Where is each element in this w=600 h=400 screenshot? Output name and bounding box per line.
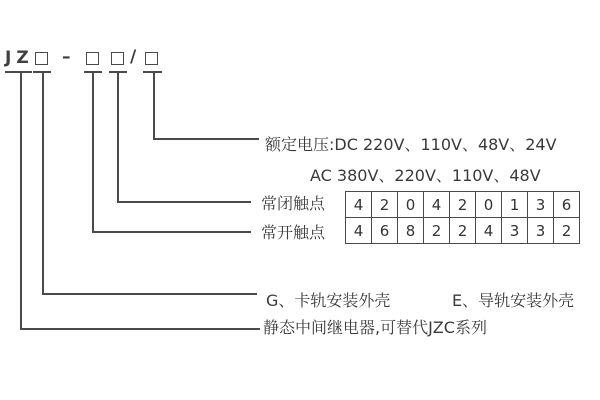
housing-e-label: E、导轨安装外壳 bbox=[452, 291, 575, 310]
no-contacts-label: 常开触点 bbox=[261, 223, 326, 242]
table-cell: 3 bbox=[502, 218, 528, 244]
series-label: 静态中间继电器,可替代JZC系列 bbox=[263, 318, 487, 337]
table-row-nc bbox=[346, 192, 580, 218]
table-cell: 4 bbox=[424, 192, 450, 218]
model-prefix: JZ bbox=[5, 48, 34, 68]
slash-separator: / bbox=[130, 47, 137, 67]
table-cell: 0 bbox=[476, 192, 502, 218]
table-cell: 3 bbox=[528, 218, 554, 244]
table-row-no bbox=[346, 218, 580, 244]
rated-voltage-dc-label: 额定电压:DC 220V、110V、48V、24V bbox=[265, 135, 557, 154]
contact-count-table bbox=[345, 191, 580, 244]
table-cell: 0 bbox=[398, 192, 424, 218]
table-cell: 4 bbox=[476, 218, 502, 244]
table-cell: 2 bbox=[554, 218, 580, 244]
table-cell: 2 bbox=[450, 218, 476, 244]
table-cell: 1 bbox=[502, 192, 528, 218]
table-cell: 3 bbox=[528, 192, 554, 218]
table-cell: 2 bbox=[372, 192, 398, 218]
table-cell: 6 bbox=[554, 192, 580, 218]
leader-line-series bbox=[20, 72, 260, 330]
placeholder-box-no-contacts bbox=[86, 52, 99, 65]
rated-voltage-ac-label: AC 380V、220V、110V、48V bbox=[310, 166, 541, 185]
dash-separator: – bbox=[62, 47, 71, 67]
placeholder-box-housing bbox=[35, 52, 48, 65]
table-cell: 2 bbox=[424, 218, 450, 244]
table-cell: 4 bbox=[346, 192, 372, 218]
housing-g-label: G、卡轨安装外壳 bbox=[266, 291, 391, 310]
nc-contacts-label: 常闭触点 bbox=[261, 194, 326, 213]
table-cell: 6 bbox=[372, 218, 398, 244]
table-cell: 8 bbox=[398, 218, 424, 244]
table-cell: 2 bbox=[450, 192, 476, 218]
table-cell: 4 bbox=[346, 218, 372, 244]
placeholder-box-nc-contacts bbox=[111, 52, 124, 65]
placeholder-box-voltage bbox=[145, 52, 158, 65]
